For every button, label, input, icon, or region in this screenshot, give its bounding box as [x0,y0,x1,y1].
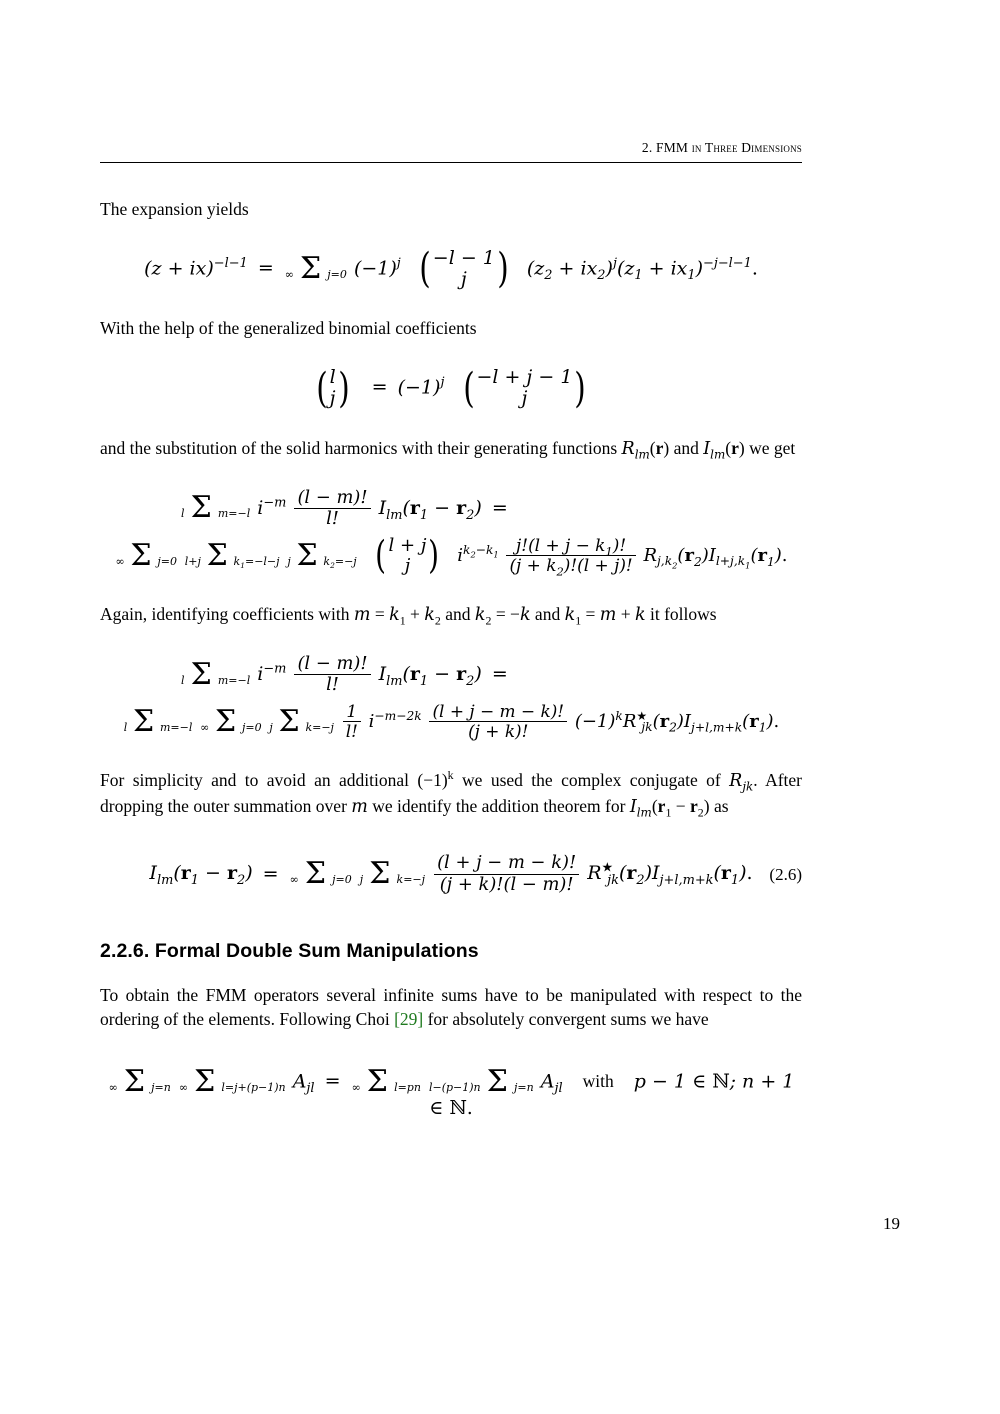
identify-text-b: and [440,603,475,624]
fraction: $\frac{(l - m)!}{l!}$ [294,654,370,696]
equation-2: ( l j ) = $(-1)^j$ ( −l + j − 1 j ) [100,367,802,410]
running-header [100,140,802,162]
paragraph-solid-harmonics: and the substitution of the solid harmonics with their generating functions $R_{lm}(r)$ and $I_{lm}(r)$ we get [100,437,796,462]
equation-number: (2.6) [769,864,802,884]
sum-operator: l Σ m=−l [181,656,251,692]
page-content [100,140,802,1145]
running-header-title: FMM in Three Dimensions [656,140,802,155]
paragraph-solid-harmonics-text-a: and the substitution of the solid harmonics with their generating functions [100,437,622,458]
equation-6: ∞ Σ j=n ∞ Σ l=j+(p−1)n $A_{jl}$ = ∞ Σ l=pn l−(p−1)n Σ j=n $A_{jl}$ with p − 1 ∈ ℕ; n + 1 ∈ ℕ. [108,1064,795,1119]
section-heading [100,940,802,963]
simplicity-text-a: For simplicity and to avoid an additional [100,769,418,790]
equation-1: (z + ix)$^{-l-1}$ = ∞ Σ j=0 $(-1)^j$ ( −l − 1 j ) $(z_2 + ix_2)^j(z_1 + ix_1)^{-j-l-1}$. [144,244,758,293]
sum-operator: l+j Σ $k_1=-l-j$ [184,537,280,573]
binomial-coefficient-lj: ( l j ) [315,363,350,412]
section-title: Formal Double Sum Manipulations [154,939,479,962]
equation-4-line-1: l Σ m=−l $i^{-m}$ $\frac{(l - m)!}{l!}$ $I_{lm}(r_1 - r_2)$ = [181,652,508,696]
sum-operator: j Σ k=−j [269,703,334,739]
sum-operator: l Σ m=−l [181,490,251,526]
sum-operator: ∞ Σ j=0 [115,537,177,573]
sum-operator: j Σ k=−j [359,856,426,892]
section-number: 2.2.6. [100,939,150,962]
equation-condition-with: with [582,1071,614,1092]
double-sum-text-a: To obtain the FMM operators several infinite sums have to be manipulated with respect to the ordering of the elements. Following Choi [100,984,802,1030]
identify-text-d: it follows [645,603,717,624]
sum-operator: ∞ Σ j=0 [200,703,262,739]
fraction: $\frac{j!(l + j - k_1)!}{(j + k_2)!(l + j)!}$ [506,536,635,576]
simplicity-text-d: we identify the addition theorem for [367,795,630,816]
simplicity-text-c: . After dropping the outer summation over [100,769,802,816]
running-header-number: 2. [641,140,653,155]
binomial-coefficient: ( −l − 1 j ) [419,244,509,293]
equation-3-line-2: ∞ Σ j=0 l+j Σ $k_1=-l-j$ j Σ $k_2=-j$ ( l + j j ) $i^{k_2-k_1}$ $\frac{j!(l + j - k_1)!}{(j + k_2)!(l + j)!}$ $R_{j,k_2}(r_2)I_{l+j,k_1}(r_1)$. [115,532,788,579]
equation-4-line-2: l Σ m=−l ∞ Σ j=0 j Σ k=−j $\frac{1}{l!}$ $i^{-m-2k}$ $\frac{(l + j - m - k)!}{(j + k)!}$ $(-1)^kR^★_{jk}(r_2)I_{j+l,m+k}(r_1)$. [123,700,780,742]
equation-3-line-1: l Σ m=−l $i^{-m}$ $\frac{(l - m)!}{l!}$ $I_{lm}(r_1 - r_2)$ = [181,486,508,530]
paragraph-solid-harmonics-text-d: we get [749,437,796,458]
sum-operator: ∞ Σ l=pn [351,1064,421,1100]
double-sum-text-b: for absolutely convergent sums we have [423,1009,709,1030]
binomial-coefficient: ( l + j j ) [375,532,440,578]
page-number: 19 [883,1214,900,1233]
paragraph-simplicity: For simplicity and to avoid an additional $(-1)^k$ we used the complex conjugate of $R_{jk}$. After dropping the outer summation over m we identify the addition theorem for $I_{lm}(r_1 - r_2)$ as [100,767,802,820]
paragraph-identify-coefficients: Again, identifying coefficients with $m = k_1 + k_2$ and $k_2 = -k$ and $k_1 = m + k$ it follows [100,603,717,628]
paragraph-expansion-yields: The expansion yields [100,199,249,219]
paragraph-binomial-coefficients: With the help of the generalized binomial coefficients [100,318,477,339]
sum-operator: l Σ m=−l [123,703,193,739]
sum-operator: l−(p−1)n Σ j=n [428,1064,534,1100]
fraction: $\frac{(l + j - m - k)!}{(j + k)!}$ [429,702,567,742]
simplicity-text-e: as [709,795,729,816]
binomial-coefficient-neg: ( −l + j − 1 j ) [462,363,587,412]
identify-text-c: and [530,603,565,624]
fraction: $\frac{(l - m)!}{l!}$ [294,488,370,530]
sum-operator: ∞ Σ l=j+(p−1)n [178,1064,286,1100]
fraction: $\frac{1}{l!}$ [343,702,361,742]
identify-text-a: Again, identifying coefficients with [100,603,354,624]
sum-operator: ∞ Σ j=0 [289,856,352,892]
equation-5: $I_{lm}(r_1 - r_2)$ = ∞ Σ j=0 j Σ k=−j $\frac{(l + j - m - k)!}{(j + k)!(l - m)!}$ $R^★_{jk}(r_2)I_{j+l,m+k}(r_1)$. (2.6) [149,852,802,895]
sum-operator: ∞ Σ j=n [108,1064,171,1100]
header-rule [100,162,802,163]
citation-link-29[interactable]: [29] [394,1009,424,1030]
paragraph-solid-harmonics-text-b: and [669,437,704,458]
fraction: $\frac{(l + j - m - k)!}{(j + k)!(l - m)!}$ [434,853,579,895]
sum-operator: ∞ Σ j=0 [284,250,347,286]
simplicity-text-b: we used the complex conjugate of [453,769,730,790]
paragraph-double-sum-intro [100,983,802,1033]
sum-operator: j Σ $k_2=-j$ [287,537,357,573]
